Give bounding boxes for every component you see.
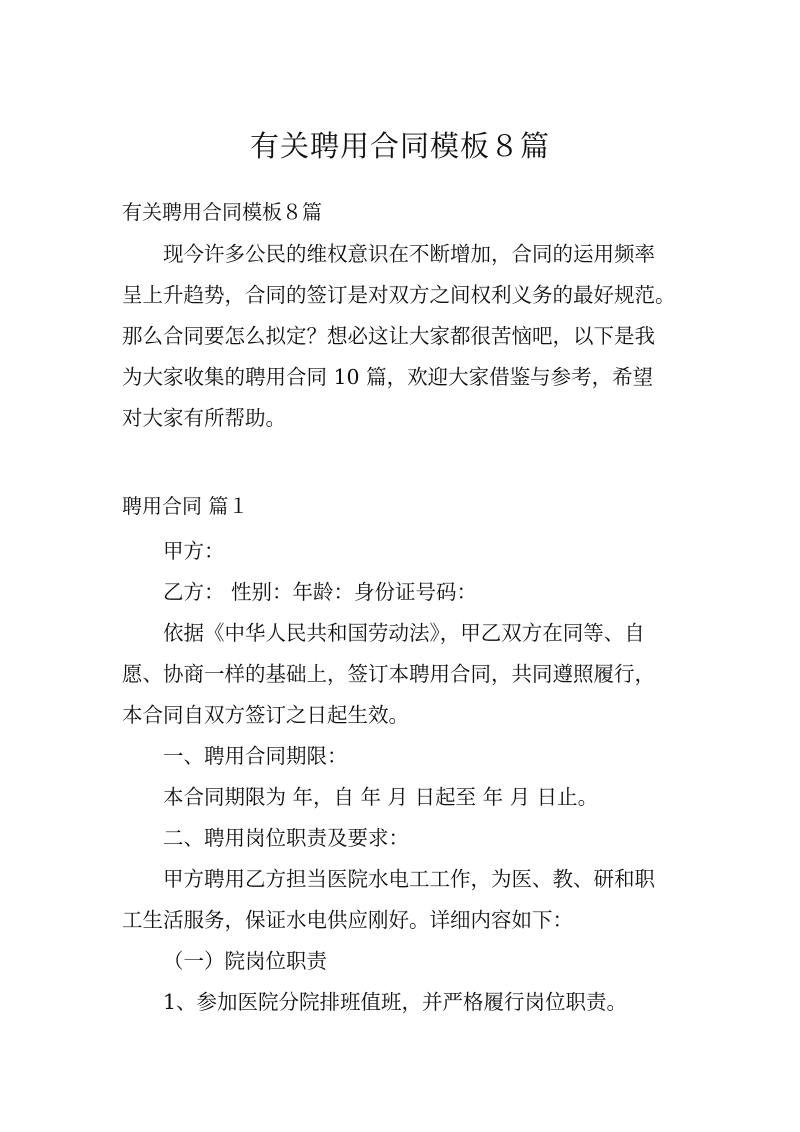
intro-line: 为大家收集的聘用合同 10 篇，欢迎大家借鉴与参考，希望 [122, 365, 654, 389]
subclause-heading: （一）院岗位职责 [163, 949, 327, 973]
body-line: 愿、协商一样的基础上，签订本聘用合同，共同遵照履行， [122, 662, 655, 686]
document-title: 有关聘用合同模板８篇 [249, 129, 550, 163]
body-line: 工生活服务，保证水电供应刚好。详细内容如下： [122, 908, 573, 932]
intro-line: 那么合同要怎么拟定？想必这让大家都很苦恼吧，以下是我 [122, 324, 655, 348]
document-subtitle: 有关聘用合同模板８篇 [122, 200, 322, 224]
contract-body [122, 531, 682, 1023]
intro-line: 呈上升趋势，合同的签订是对双方之间权利义务的最好规范。 [122, 283, 676, 307]
body-line: 依据《中华人民共和国劳动法》，甲乙双方在同等、自 [163, 621, 645, 645]
party-b-line: 乙方： 性别：年龄：身份证号码： [163, 580, 478, 604]
party-a-line: 甲方： [163, 539, 225, 563]
intro-line: 对大家有所帮助。 [122, 406, 286, 430]
intro-paragraph [122, 234, 682, 439]
body-line: 1、参加医院分院排班值班，并严格履行岗位职责。 [163, 990, 628, 1014]
body-line: 甲方聘用乙方担当医院水电工工作，为医、教、研和职 [163, 867, 655, 891]
clause-heading: 一、聘用合同期限： [163, 744, 348, 768]
body-line: 本合同自双方签订之日起生效。 [122, 703, 409, 727]
intro-line: 现今许多公民的维权意识在不断增加，合同的运用频率 [163, 242, 655, 266]
section-heading: 聘用合同 篇１ [122, 494, 249, 518]
clause-heading: 二、聘用岗位职责及要求： [163, 826, 409, 850]
body-line: 本合同期限为 年，自 年 月 日起至 年 月 日止。 [163, 785, 599, 809]
